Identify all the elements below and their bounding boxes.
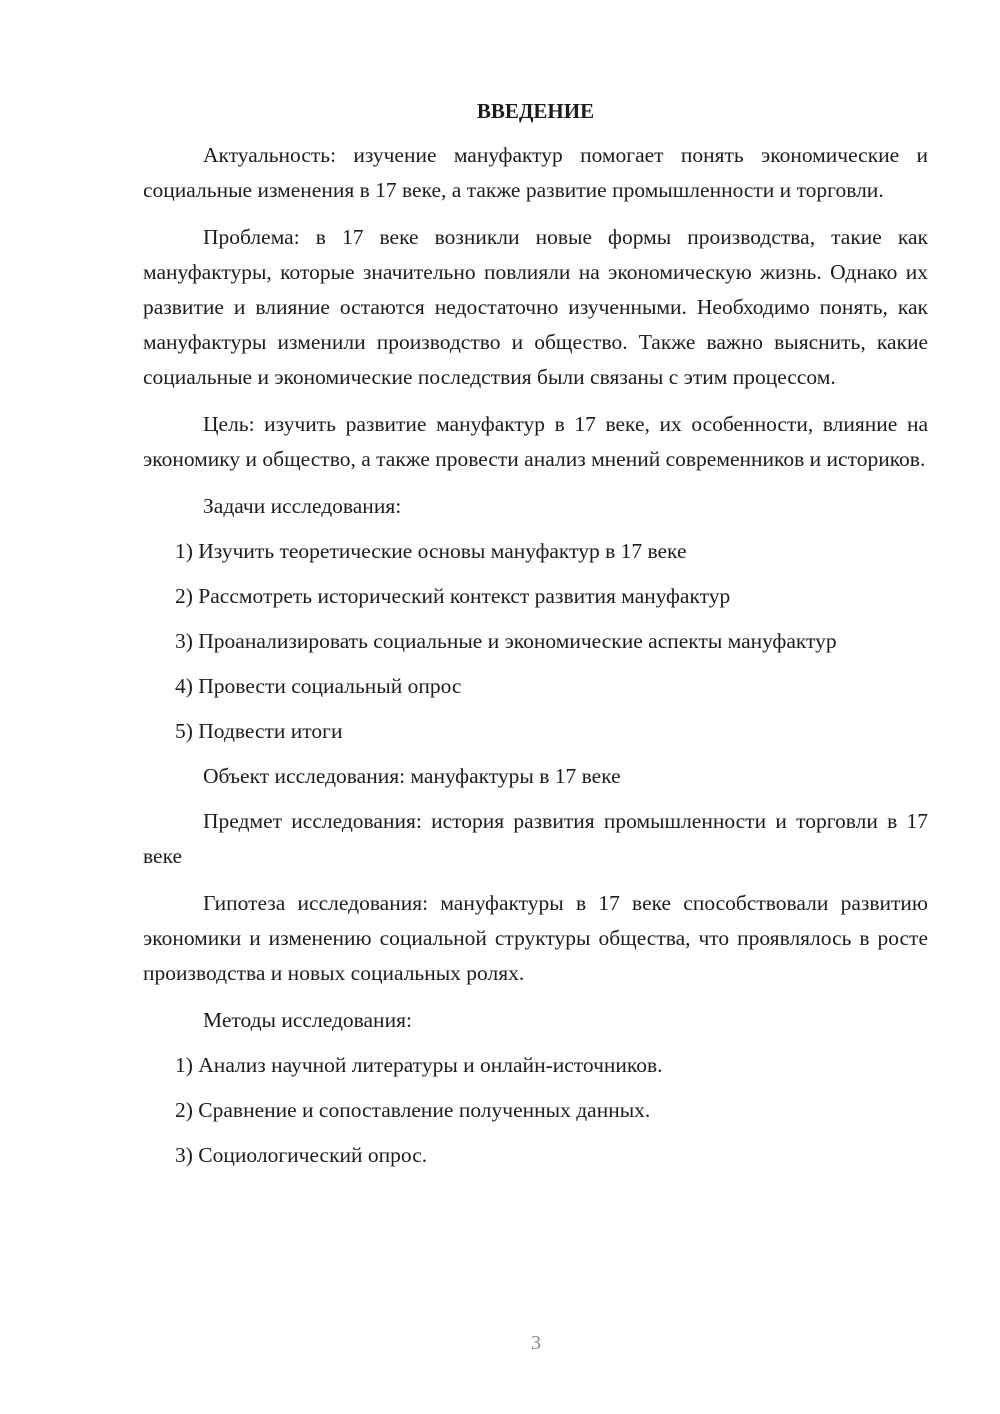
hypothesis-paragraph: Гипотеза исследования: мануфактуры в 17 веке способствовали развитию экономики и изменению социальной структуры общества, что проявлялось в росте производства и новых социальных ролях. (143, 891, 928, 985)
object-paragraph: Объект исследования: мануфактуры в 17 веке (203, 764, 621, 788)
document-page (143, 94, 928, 1183)
method-item: 3) Социологический опрос. (175, 1143, 428, 1167)
task-item: 2) Рассмотреть исторический контекст развития мануфактур (175, 584, 731, 608)
subject-paragraph: Предмет исследования: история развития промышленности и торговли в 17 веке (143, 809, 928, 868)
page-number: 3 (531, 1332, 541, 1354)
goal-paragraph: Цель: изучить развитие мануфактур в 17 веке, их особенности, влияние на экономику и общество, а также провести анализ мнений современников и историков. (143, 412, 928, 471)
task-item: 4) Провести социальный опрос (175, 674, 462, 698)
method-item: 1) Анализ научной литературы и онлайн-источников. (175, 1053, 663, 1077)
task-item: 5) Подвести итоги (175, 719, 343, 743)
page-title: ВВЕДЕНИЕ (476, 99, 595, 123)
methods-heading: Методы исследования: (203, 1008, 412, 1032)
task-item: 1) Изучить теоретические основы мануфактур в 17 веке (175, 539, 687, 563)
relevance-paragraph: Актуальность: изучение мануфактур помогает понять экономические и социальные изменения в 17 веке, а также развитие промышленности и торговли. (143, 143, 928, 202)
task-item: 3) Проанализировать социальные и экономические аспекты мануфактур (175, 629, 837, 653)
tasks-list (143, 534, 928, 749)
methods-list (143, 1048, 928, 1173)
problem-paragraph: Проблема: в 17 веке возникли новые формы производства, такие как мануфактуры, которые значительно повлияли на экономическую жизнь. Однако их развитие и влияние остаются недостаточно изученными. Необходимо понять, как мануфактуры изменили производство и общество. Также важно выяснить, какие социальные и экономические последствия были связаны с этим процессом. (143, 225, 928, 389)
tasks-heading: Задачи исследования: (203, 494, 402, 518)
method-item: 2) Сравнение и сопоставление полученных данных. (175, 1098, 651, 1122)
